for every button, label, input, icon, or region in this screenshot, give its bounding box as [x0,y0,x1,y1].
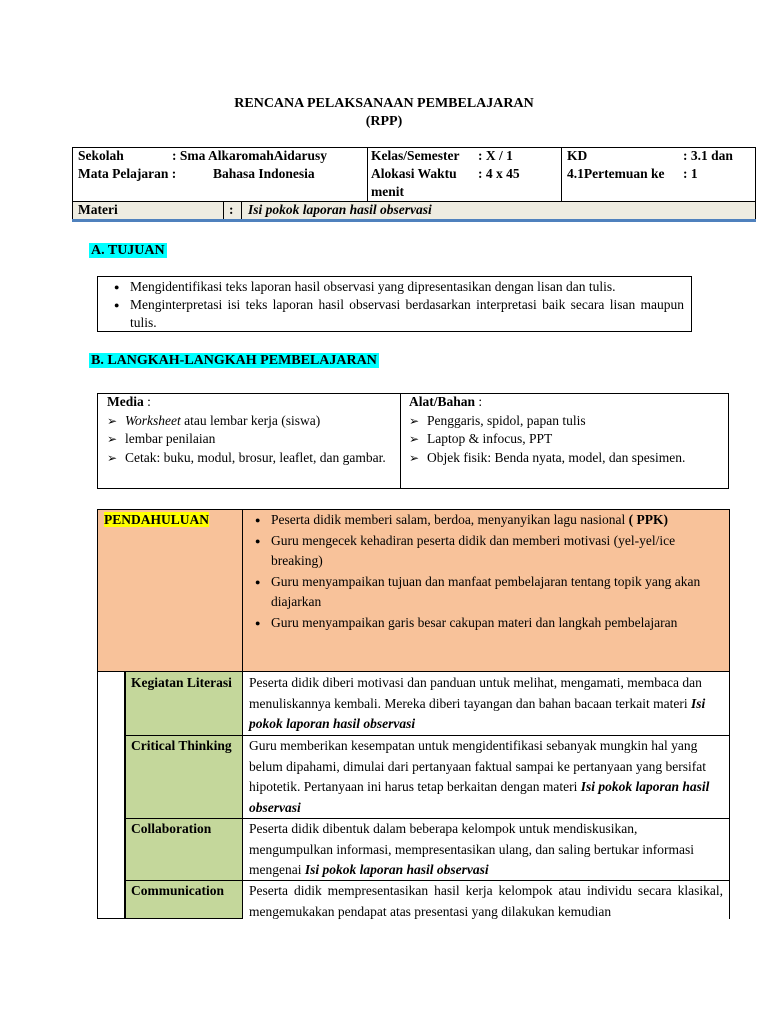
kd-label: KD [567,148,588,163]
media-item1-italic: Worksheet [125,412,181,428]
pendahuluan-item: ● Peserta didik memberi salam, berdoa, menyanyikan lagu nasional ( PPK) [249,510,722,531]
media-cell [97,393,400,467]
materi-colon: : [229,202,234,217]
materi-value: Isi pokok laporan hasil observasi [248,202,432,217]
pendahuluan-item: ● Guru menyampaikan tujuan dan manfaat pembelajaran tentang topik yang akan diajarkan [249,572,722,613]
collab-text: Peserta didik dibentuk dalam beberapa kelompok untuk mendiskusikan, mengumpulkan informasi, mempresentasikan ulang, dan saling bertukar informasi mengenai Isi pokok laporan hasil observasi [249,821,695,877]
comm-text: Peserta didik mempresentasikan hasil kerja kelompok atau individu secara klasikal, mengemukakan pendapat atas presentasi yang dilakukan kemudian [249,883,723,919]
tujuan-item: ● Menginterpretasi isi teks laporan hasil observasi berdasarkan interpretasi baik secara lisan maupun tulis. [108,296,684,332]
media-item1-rest: atau lembar kerja (siswa) [180,412,321,428]
pertemuan-value: : 1 [683,166,698,181]
comm-label: Communication [131,883,225,898]
alat-item: ➢ Objek fisik: Benda nyata, model, dan spesimen. [409,449,721,468]
media-label: Media [107,394,144,409]
kelas-label: Kelas/Semester [371,148,460,163]
mapel-value: Bahasa Indonesia [213,166,315,181]
alokasi-label: Alokasi Waktu [371,166,457,181]
media-colon: : [143,394,151,409]
document-title: RENCANA PELAKSANAAN PEMBELAJARAN [234,96,534,111]
pendahuluan-item: ● Guru mengecek kehadiran peserta didik dan memberi motivasi (yel-yel/ice breaking) [249,531,722,572]
pendahuluan-item: ● Guru menyampaikan garis besar cakupan materi dan langkah pembelajaran [249,613,722,634]
alokasi-value: : 4 x 45 [478,166,520,181]
tujuan-heading: A. TUJUAN [91,243,165,258]
kelas-value: : X / 1 [478,148,513,163]
media-item: ➢ lembar penilaian [107,430,390,449]
pendahuluan-label: PENDAHULUAN [104,512,210,527]
mapel-label: Mata Pelajaran : [78,166,177,181]
langkah-heading: B. LANGKAH-LANGKAH PEMBELAJARAN [91,353,377,368]
tujuan-box [97,276,692,332]
literasi-label: Kegiatan Literasi [131,675,232,690]
media-item: ➢ Cetak: buku, modul, brosur, leaflet, dan gambar. [107,449,390,468]
media-item [107,412,390,431]
critical-label: Critical Thinking [131,738,232,753]
collab-label: Collaboration [131,821,212,836]
materi-label: Materi [78,202,118,217]
alat-item: ➢ Penggaris, spidol, papan tulis [409,412,721,431]
alokasi-cont: menit [371,184,404,199]
kd-value: : 3.1 dan [683,148,733,163]
alat-cell [401,393,729,467]
sekolah-label: Sekolah [78,148,124,163]
alat-label: Alat/Bahan [409,394,476,409]
sekolah-value: : Sma AlkaromahAidarusy [172,148,328,163]
pertemuan-label: 4.1Pertemuan ke [567,166,665,181]
tujuan-item: ● Mengidentifikasi teks laporan hasil observasi yang dipresentasikan dengan lisan dan tulis. [108,278,684,296]
document-subtitle: (RPP) [365,114,403,129]
alat-colon: : [475,394,483,409]
pendahuluan-cell [243,510,730,633]
alat-item: ➢ Laptop & infocus, PPT [409,430,721,449]
critical-text: Guru memberikan kesempatan untuk mengidentifikasi sebanyak mungkin hal yang belum dipahami, dimulai dari pertanyaan faktual sampai ke pertanyaan yang bersifat hipotetik. Pertanyaan ini harus tetap berkaitan dengan materi Isi pokok laporan hasil observasi [249,738,710,815]
literasi-text: Peserta didik diberi motivasi dan panduan untuk melihat, mengamati, membaca dan menuliskannya kembali. Mereka diberi tayangan dan bahan bacaan terkait materi Isi pokok laporan hasil observasi [249,675,706,731]
